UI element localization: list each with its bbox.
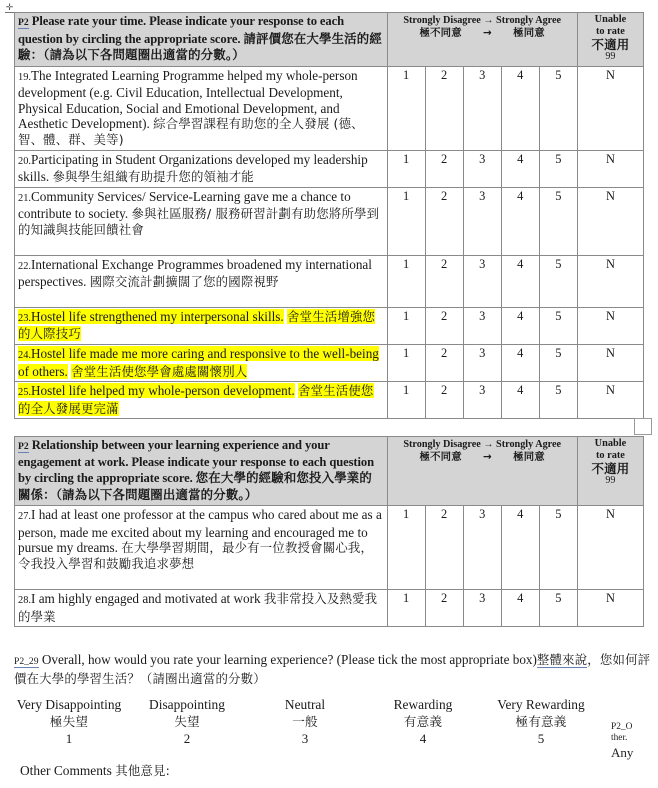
section-1-header-cn: 請評價您在大學生活的經驗：（請為以下各問題圈出適當的分數。） bbox=[18, 30, 382, 62]
section-2-header-cn: 您在大學的經驗和您投入學業的關係：（請為以下各問題圈出適當的分數。） bbox=[18, 470, 372, 502]
option-na[interactable]: N bbox=[577, 506, 643, 590]
question-21-number: 21. bbox=[18, 192, 31, 204]
table-header-row bbox=[15, 13, 644, 67]
inter-table-box[interactable] bbox=[634, 418, 652, 435]
table-row bbox=[15, 187, 644, 255]
unable-cn-2: 不適用 bbox=[591, 460, 630, 476]
question-19-en: The Integrated Learning Programme helped my whole-person development (e.g. Civil Education, Intellectual Development, Physical Education, Social and Emotional Development, and Aesthetic Development). bbox=[18, 67, 358, 132]
table-row bbox=[15, 307, 644, 344]
question-27-en: I had at least one professor at the campus who cared about me as a person, made me excited about my learning and encouraged me to pursue my dreams. bbox=[18, 507, 382, 556]
option-na[interactable]: N bbox=[577, 66, 643, 150]
rating-option-3-en: Neutral bbox=[284, 697, 326, 712]
rating-option-3-value: 3 bbox=[301, 731, 309, 746]
overall-rating-scale bbox=[10, 696, 600, 747]
question-22-en: International Exchange Programmes broadened my international perspectives. bbox=[18, 256, 372, 290]
question-28 bbox=[15, 590, 388, 627]
table-row bbox=[15, 590, 644, 627]
survey-table-section-2 bbox=[14, 436, 644, 627]
margin-field-note bbox=[611, 722, 655, 761]
question-19-number: 19. bbox=[18, 71, 31, 83]
rating-option-1-cn: 極失望 bbox=[49, 714, 89, 729]
option-4[interactable]: 4 bbox=[501, 307, 539, 344]
question-24-en: Hostel life made me more caring and responsive to the well-being of others. bbox=[18, 345, 379, 379]
option-3[interactable]: 3 bbox=[463, 66, 501, 150]
section-1-header bbox=[15, 13, 388, 67]
question-25 bbox=[15, 382, 388, 419]
option-na[interactable]: N bbox=[577, 344, 643, 381]
scale-header-2-cn: 極不同意 → 極同意 bbox=[419, 451, 545, 463]
option-3[interactable]: 3 bbox=[463, 187, 501, 255]
option-3[interactable]: 3 bbox=[463, 255, 501, 307]
table-row bbox=[15, 255, 644, 307]
option-1[interactable]: 1 bbox=[387, 255, 425, 307]
option-5[interactable]: 5 bbox=[539, 150, 577, 187]
question-29-en: Overall, how would you rate your learning experience? (Please tick the most appropriate box) bbox=[41, 652, 537, 667]
question-28-en: I am highly engaged and motivated at work bbox=[31, 591, 261, 606]
option-1[interactable]: 1 bbox=[387, 506, 425, 590]
option-5[interactable]: 5 bbox=[539, 590, 577, 627]
option-1[interactable]: 1 bbox=[387, 307, 425, 344]
option-5[interactable]: 5 bbox=[539, 344, 577, 381]
question-22 bbox=[15, 255, 388, 307]
unable-line-1: Unable bbox=[594, 14, 627, 25]
option-na[interactable]: N bbox=[577, 150, 643, 187]
question-24-number: 24. bbox=[18, 349, 31, 361]
other-comments-cn: 其他意見: bbox=[115, 763, 170, 778]
option-na[interactable]: N bbox=[577, 255, 643, 307]
option-1[interactable]: 1 bbox=[387, 187, 425, 255]
question-29-cn-link: 整體來說 bbox=[536, 652, 588, 667]
option-1[interactable]: 1 bbox=[387, 66, 425, 150]
option-3[interactable]: 3 bbox=[463, 382, 501, 419]
option-4[interactable]: 4 bbox=[501, 506, 539, 590]
section-2-header bbox=[15, 437, 388, 506]
question-28-number: 28. bbox=[18, 595, 31, 606]
scale-header-1-cn: 極不同意 → 極同意 bbox=[419, 27, 545, 39]
section-2-header-en: Relationship between your learning experience and your engagement at work. Please indicate your response to each question by circling the appropriate score. bbox=[18, 438, 375, 485]
unable-cn-1: 不適用 bbox=[591, 36, 630, 52]
option-4[interactable]: 4 bbox=[501, 66, 539, 150]
option-na[interactable]: N bbox=[577, 307, 643, 344]
question-27-cn: 在大學學習期間，最少有一位教授會關心我，令我投入學習和鼓勵我追求夢想 bbox=[18, 540, 374, 571]
option-2[interactable]: 2 bbox=[425, 344, 463, 381]
question-25-number: 25. bbox=[18, 387, 31, 399]
option-5[interactable]: 5 bbox=[539, 382, 577, 419]
rating-option-1-en: Very Disappointing bbox=[16, 697, 122, 712]
scale-header-2 bbox=[387, 437, 577, 506]
option-2[interactable]: 2 bbox=[425, 255, 463, 307]
other-comments-en: Other Comments bbox=[20, 763, 112, 778]
option-na[interactable]: N bbox=[577, 187, 643, 255]
rating-option-2-en: Disappointing bbox=[149, 697, 225, 712]
option-2[interactable]: 2 bbox=[425, 307, 463, 344]
margin-note-line-1: P2_O bbox=[611, 722, 633, 732]
rating-option-1[interactable] bbox=[10, 696, 128, 747]
option-2[interactable]: 2 bbox=[425, 590, 463, 627]
scale-header-2-en: Strongly Disagree → Strongly Agree bbox=[403, 439, 562, 450]
option-1[interactable]: 1 bbox=[387, 382, 425, 419]
option-2[interactable]: 2 bbox=[425, 150, 463, 187]
unable-code-2: 99 bbox=[605, 475, 616, 487]
option-3[interactable]: 3 bbox=[463, 307, 501, 344]
unable-to-rate-header-2 bbox=[577, 437, 643, 506]
option-3[interactable]: 3 bbox=[463, 590, 501, 627]
question-23-number: 23. bbox=[18, 312, 31, 324]
question-29-tag: P2_29 bbox=[14, 656, 39, 667]
option-5[interactable]: 5 bbox=[539, 307, 577, 344]
question-25-en: Hostel life helped my whole-person development. bbox=[31, 383, 295, 399]
question-20-number: 20. bbox=[18, 155, 31, 167]
option-4[interactable]: 4 bbox=[501, 150, 539, 187]
option-4[interactable]: 4 bbox=[501, 590, 539, 627]
section-1-tag: P2 bbox=[18, 17, 29, 28]
rating-option-2-value: 2 bbox=[183, 731, 191, 746]
option-5[interactable]: 5 bbox=[539, 187, 577, 255]
rating-option-4-value: 4 bbox=[419, 731, 427, 746]
question-27-number: 27. bbox=[18, 511, 31, 522]
rating-option-4[interactable] bbox=[364, 696, 482, 747]
question-22-cn: 國際交流計劃擴闊了您的國際視野 bbox=[89, 274, 279, 290]
rating-option-2[interactable] bbox=[128, 696, 246, 747]
option-4[interactable]: 4 bbox=[501, 255, 539, 307]
option-5[interactable]: 5 bbox=[539, 506, 577, 590]
option-2[interactable]: 2 bbox=[425, 506, 463, 590]
question-24-cn: 舍堂生活使您學會處處關懷別人 bbox=[71, 363, 248, 379]
section-1-header-en: Please rate your time. Please indicate your response to each question by circling the appropriate score. bbox=[18, 14, 345, 46]
question-20-cn: 參與學生組織有助提升您的領袖才能 bbox=[52, 169, 254, 185]
option-1[interactable]: 1 bbox=[387, 344, 425, 381]
question-21 bbox=[15, 187, 388, 255]
table-header-row bbox=[15, 437, 644, 506]
rating-option-3-cn: 一般 bbox=[292, 714, 318, 729]
question-22-number: 22. bbox=[18, 260, 31, 272]
rating-option-3[interactable] bbox=[246, 696, 364, 747]
unable-line-2: to rate bbox=[595, 450, 625, 462]
option-4[interactable]: 4 bbox=[501, 187, 539, 255]
section-2-tag: P2 bbox=[18, 441, 29, 452]
option-1[interactable]: 1 bbox=[387, 590, 425, 627]
question-27 bbox=[15, 506, 388, 590]
question-21-en: Community Services/ Service-Learning gave me a chance to contribute to society. bbox=[18, 188, 351, 222]
rating-option-5-en: Very Rewarding bbox=[497, 697, 585, 712]
margin-note-line-3: Any bbox=[611, 745, 634, 760]
option-3[interactable]: 3 bbox=[463, 150, 501, 187]
table-row bbox=[15, 344, 644, 381]
question-19 bbox=[15, 66, 388, 150]
question-29 bbox=[14, 652, 654, 687]
question-25-cn: 舍堂生活使您的全人發展更完滿 bbox=[18, 383, 374, 416]
option-1[interactable]: 1 bbox=[387, 150, 425, 187]
unable-line-2: to rate bbox=[595, 26, 625, 38]
table-row bbox=[15, 66, 644, 150]
rating-option-1-value: 1 bbox=[65, 731, 73, 746]
rating-option-5-value: 5 bbox=[537, 731, 545, 746]
option-4[interactable]: 4 bbox=[501, 382, 539, 419]
rating-option-4-cn: 有意義 bbox=[403, 714, 443, 729]
question-23 bbox=[15, 307, 388, 344]
unable-code-1: 99 bbox=[605, 51, 616, 63]
question-24 bbox=[15, 344, 388, 381]
margin-note-line-2: ther. bbox=[611, 732, 628, 743]
question-29-cn: ，您如何評價在大學的學習生活？（請圈出適當的分數） bbox=[14, 652, 651, 686]
table-row bbox=[15, 506, 644, 590]
option-3[interactable]: 3 bbox=[463, 344, 501, 381]
survey-table-section-1 bbox=[14, 12, 644, 419]
rating-option-2-cn: 失望 bbox=[174, 714, 200, 729]
question-19-cn: 綜合學習課程有助您的全人發展 (德、智、體、群、美等) bbox=[18, 116, 364, 147]
question-23-cn: 舍堂生活增強您的人際技巧 bbox=[18, 308, 376, 342]
option-2[interactable]: 2 bbox=[425, 187, 463, 255]
scale-header-1 bbox=[387, 13, 577, 67]
option-2[interactable]: 2 bbox=[425, 382, 463, 419]
unable-to-rate-header-1 bbox=[577, 13, 643, 67]
other-comments-label bbox=[20, 762, 170, 779]
option-5[interactable]: 5 bbox=[539, 255, 577, 307]
table-move-handle-icon[interactable]: ✛ bbox=[5, 2, 14, 12]
question-23-en: Hostel life strengthened my interpersonal skills. bbox=[31, 308, 284, 324]
question-28-cn: 我非常投入及熱愛我的學業 bbox=[18, 591, 378, 624]
option-4[interactable]: 4 bbox=[501, 344, 539, 381]
rating-option-5-cn: 極有意義 bbox=[515, 714, 567, 729]
option-3[interactable]: 3 bbox=[463, 506, 501, 590]
rating-option-5[interactable] bbox=[482, 696, 600, 747]
option-na[interactable]: N bbox=[577, 382, 643, 419]
table-row bbox=[15, 382, 644, 419]
table-row bbox=[15, 150, 644, 187]
question-20 bbox=[15, 150, 388, 187]
scale-header-1-en: Strongly Disagree → Strongly Agree bbox=[403, 15, 562, 26]
option-2[interactable]: 2 bbox=[425, 66, 463, 150]
rating-option-4-en: Rewarding bbox=[393, 697, 453, 712]
option-5[interactable]: 5 bbox=[539, 66, 577, 150]
unable-line-1: Unable bbox=[594, 438, 627, 449]
question-21-cn: 參與社區服務/ 服務研習計劃有助您將所學到的知識與技能回饋社會 bbox=[18, 206, 380, 237]
question-20-en: Participating in Student Organizations developed my leadership skills. bbox=[18, 151, 368, 185]
option-na[interactable]: N bbox=[577, 590, 643, 627]
